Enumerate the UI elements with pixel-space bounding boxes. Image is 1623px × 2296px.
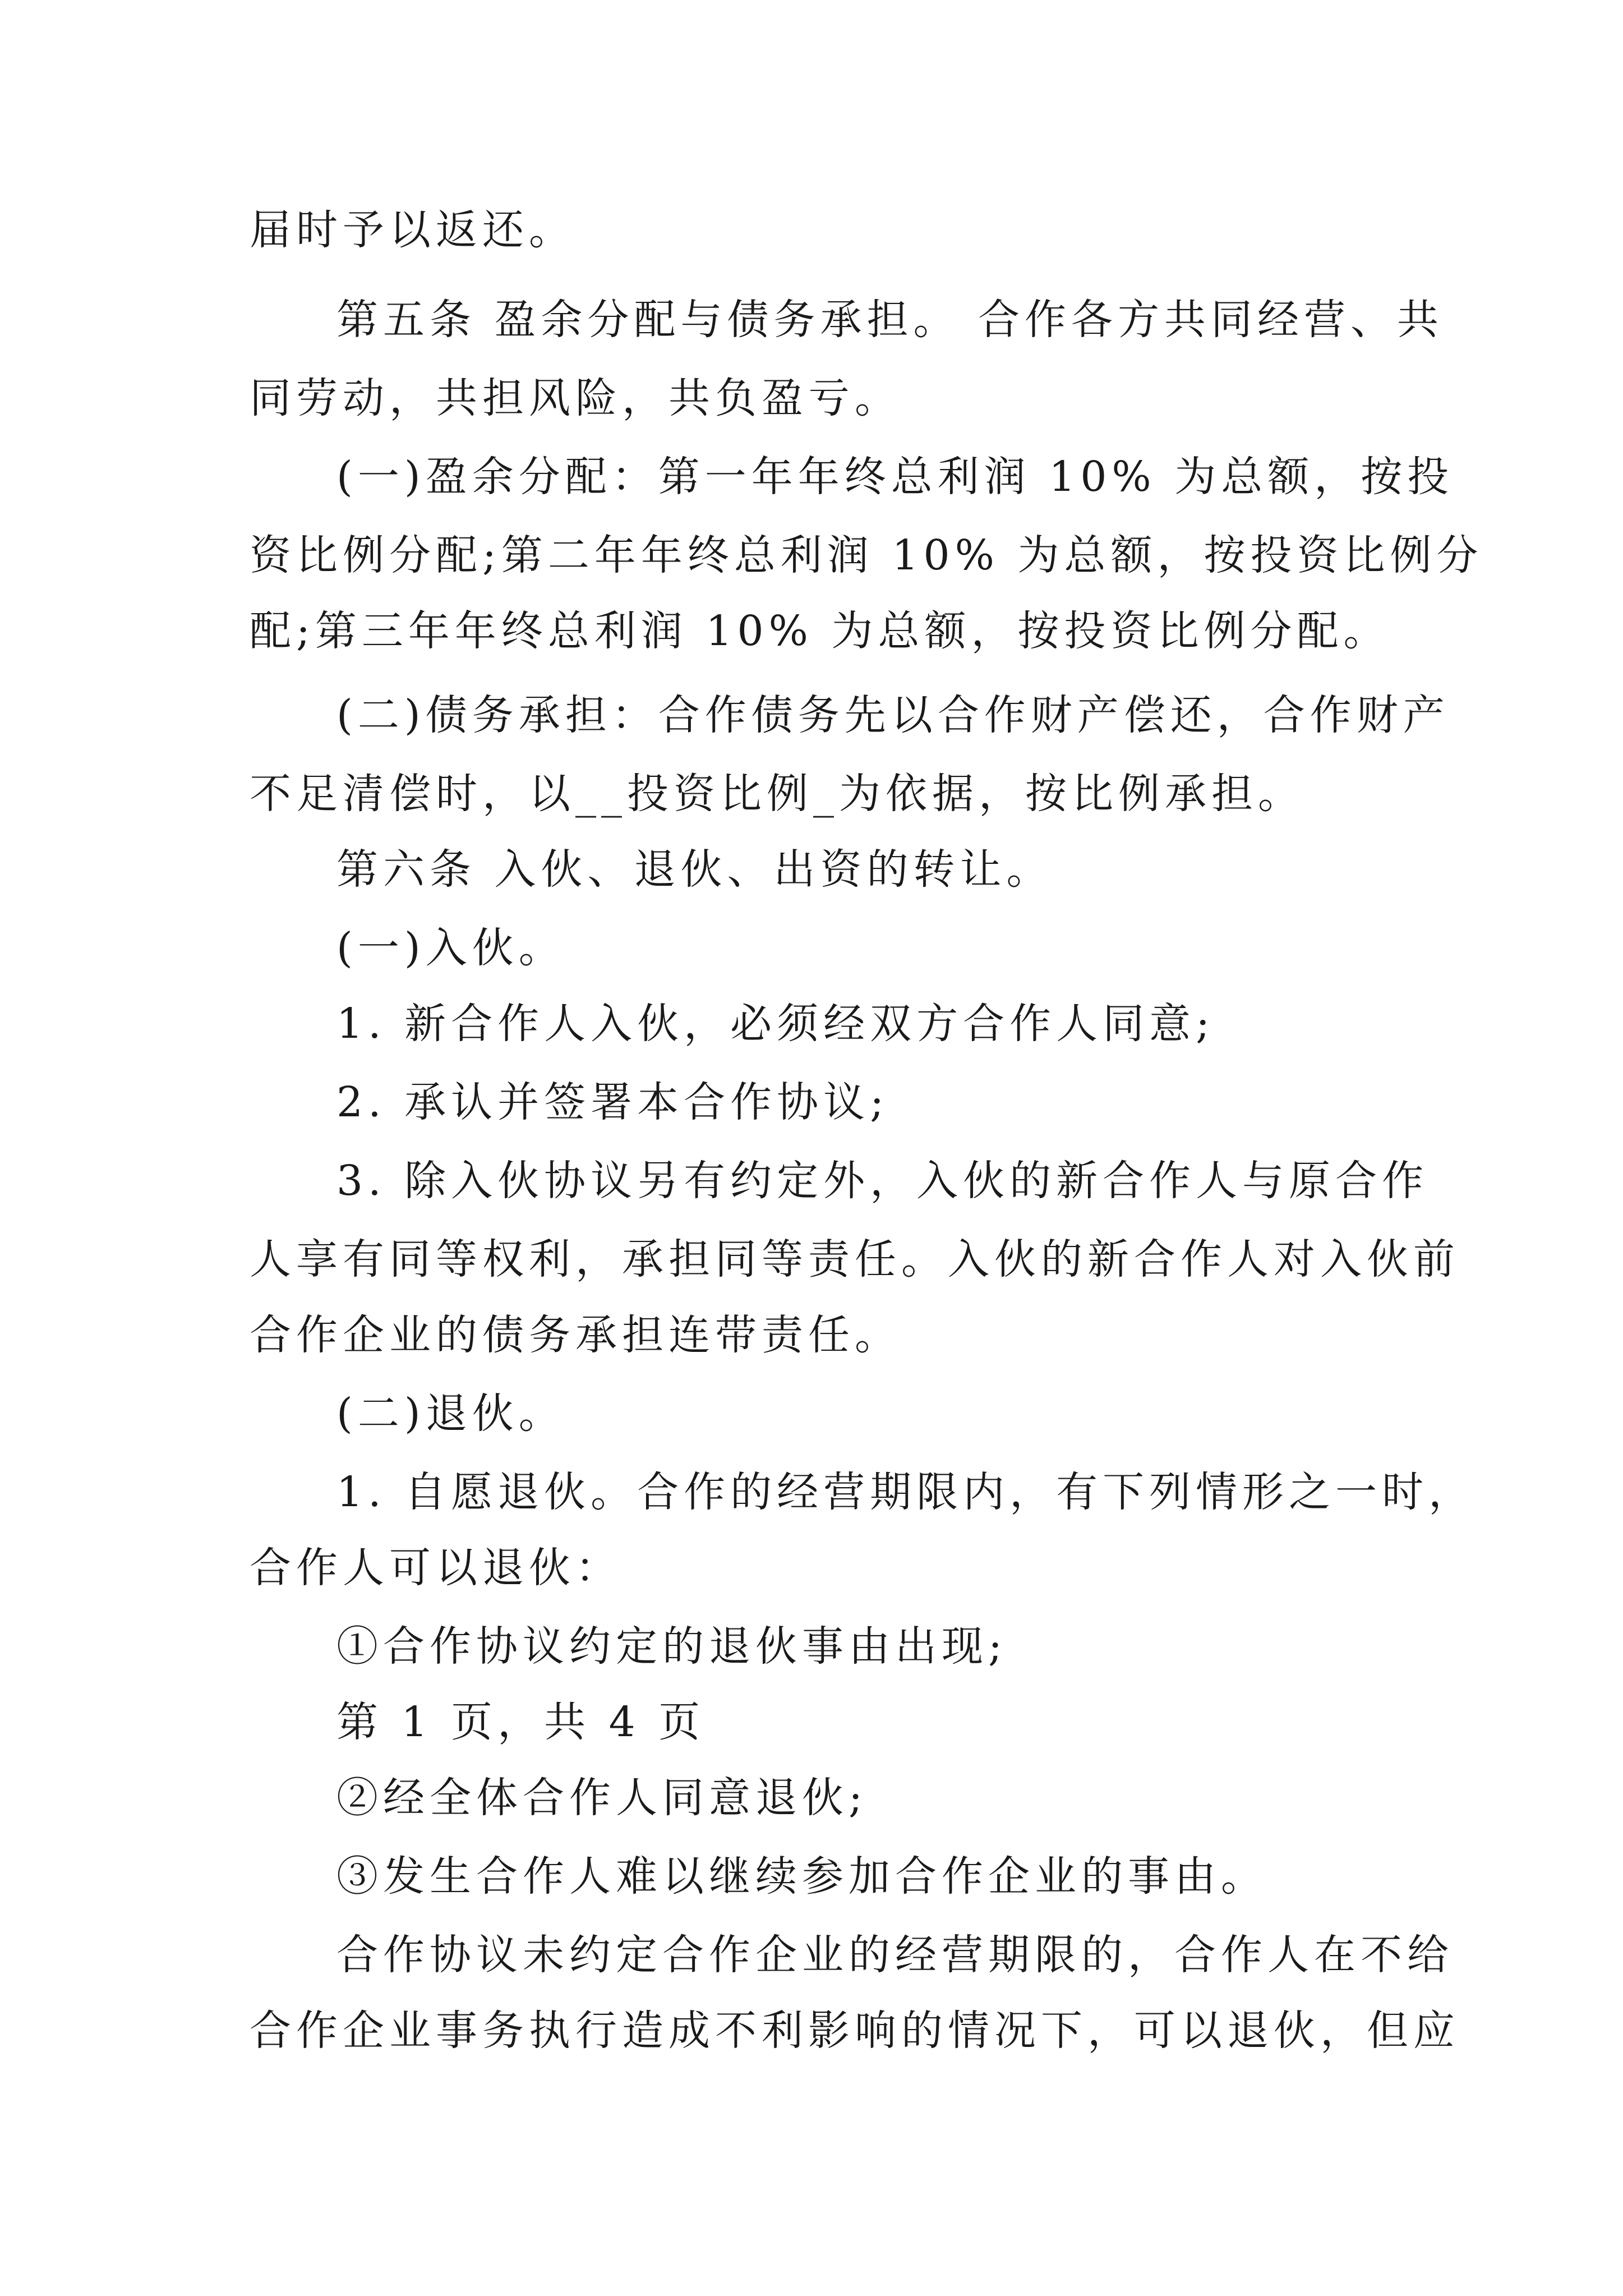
text-line: 合作人可以退伙： <box>250 1544 622 1592</box>
text-line: 合作企业事务执行造成不利影响的情况下，可以退伙，但应 <box>250 2007 1460 2055</box>
clause-heading: (二)债务承担：合作债务先以合作财产偿还，合作财产 <box>336 691 1450 739</box>
list-item: 1. 新合作人入伙，必须经双方合作人同意; <box>336 1000 1215 1048</box>
clause-heading: (一)入伙。 <box>336 924 565 972</box>
list-item: ③发生合作人难以继续参加合作企业的事由。 <box>336 1852 1267 1901</box>
list-item: ②经全体合作人同意退伙; <box>336 1774 868 1822</box>
list-item: 1. 自愿退伙。合作的经营期限内，有下列情形之一时， <box>336 1468 1476 1516</box>
text-line: 同劳动，共担风险，共负盈亏。 <box>250 374 901 422</box>
text-line: 人享有同等权利，承担同等责任。入伙的新合作人对入伙前 <box>250 1235 1460 1283</box>
article-heading: 第六条 入伙、退伙、出资的转让。 <box>336 845 1053 894</box>
text-line: 配;第三年年终总利润 10% 为总额，按投资比例分配。 <box>250 607 1390 655</box>
text-line: 资比例分配;第二年年终总利润 10% 为总额，按投资比例分 <box>250 531 1483 579</box>
clause-heading: (一)盈余分配：第一年年终总利润 10% 为总额，按投 <box>336 453 1454 501</box>
clause-heading: (二)退伙。 <box>336 1389 565 1438</box>
paragraph-start: 合作协议未约定合作企业的经营期限的，合作人在不给 <box>336 1931 1454 1979</box>
text-line: 合作企业的债务承担连带责任。 <box>250 1311 901 1359</box>
list-item: 3. 除入伙协议另有约定外，入伙的新合作人与原合作 <box>336 1157 1429 1205</box>
list-item: ①合作协议约定的退伙事由出现; <box>336 1622 1007 1671</box>
text-line: 届时予以返还。 <box>250 206 575 254</box>
text-line: 不足清偿时，以__投资比例_为依据，按比例承担。 <box>250 770 1304 818</box>
list-item: 2. 承认并签署本合作协议; <box>336 1078 889 1126</box>
page-number: 第 1 页，共 4 页 <box>336 1698 706 1746</box>
article-heading: 第五条 盈余分配与债务承担。 合作各方共同经营、共 <box>336 296 1444 344</box>
